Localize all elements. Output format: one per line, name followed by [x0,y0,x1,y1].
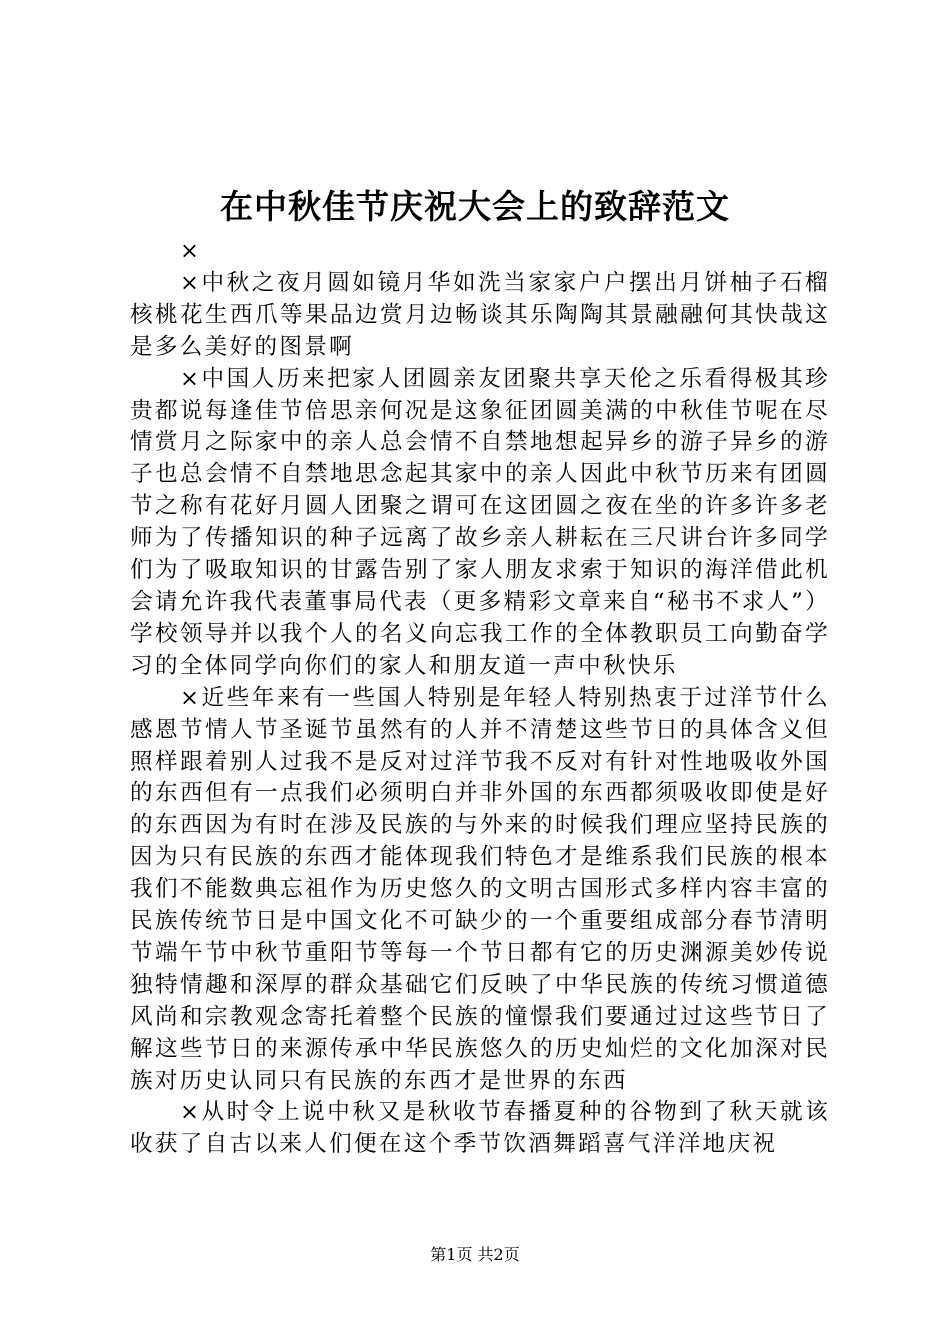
paragraph-1: × [180,238,202,264]
page-footer: 第1页 共2页 [430,1245,520,1264]
paragraph-5: ×从时令上说中秋又是秋收节春播夏种的谷物到了秋天就该收获了自古以来人们便在这个季节饮酒舞蹈喜气洋洋地庆祝 [130,1099,830,1158]
paragraph-2: ×中秋之夜月圆如镜月华如洗当家家户户摆出月饼柚子石榴核桃花生西爪等果品边赏月边畅谈其乐陶陶其景融融何其快哉这是多么美好的图景啊 [130,269,830,360]
document-title: 在中秋佳节庆祝大会上的致辞范文 [220,187,730,226]
paragraph-4: ×近些年来有一些国人特别是年轻人特别热衷于过洋节什么感恩节情人节圣诞节虽然有的人并不清楚这些节日的具体含义但照样跟着别人过我不是反对过洋节我不反对有针对性地吸收外国的东西但有一点我们必须明白并非外国的东西都须吸收即使是好的东西因为有时在涉及民族的与外来的时候我们理应坚持民族的因为只有民族的东西才能体现我们特色才是维系我们民族的根本我们不能数典忘祖作为历史悠久的文明古国形式多样内容丰富的民族传统节日是中国文化不可缺少的一个重要组成部分春节清明节端午节中秋节重阳节等每一个节日都有它的历史渊源美妙传说独特情趣和深厚的群众基础它们反映了中华民族的传统习惯道德风尚和宗教观念寄托着整个民族的憧憬我们要通过过这些节日了解这些节日的来源传承中华民族悠久的历史灿烂的文化加深对民族对历史认同只有民族的东西才是世界的东西 [130,684,830,1094]
paragraph-3: ×中国人历来把家人团圆亲友团聚共享天伦之乐看得极其珍贵都说每逢佳节倍思亲何况是这象征团圆美满的中秋佳节呢在尽情赏月之际家中的亲人总会情不自禁地想起异乡的游子异乡的游子也总会情不自禁地思念起其家中的亲人因此中秋节历来有团圆节之称有花好月圆人团聚之谓可在这团圆之夜在坐的许多许多老师为了传播知识的种子远离了故乡亲人耕耘在三尺讲台许多同学们为了吸取知识的甘露告别了家人朋友求索于知识的海洋借此机会请允许我代表董事局代表（更多精彩文章来自“秘书不求人”）学校领导并以我个人的名义向忘我工作的全体教职员工向勤奋学习的全体同学向你们的家人和朋友道一声中秋快乐 [130,365,830,679]
document-body [130,236,830,1161]
